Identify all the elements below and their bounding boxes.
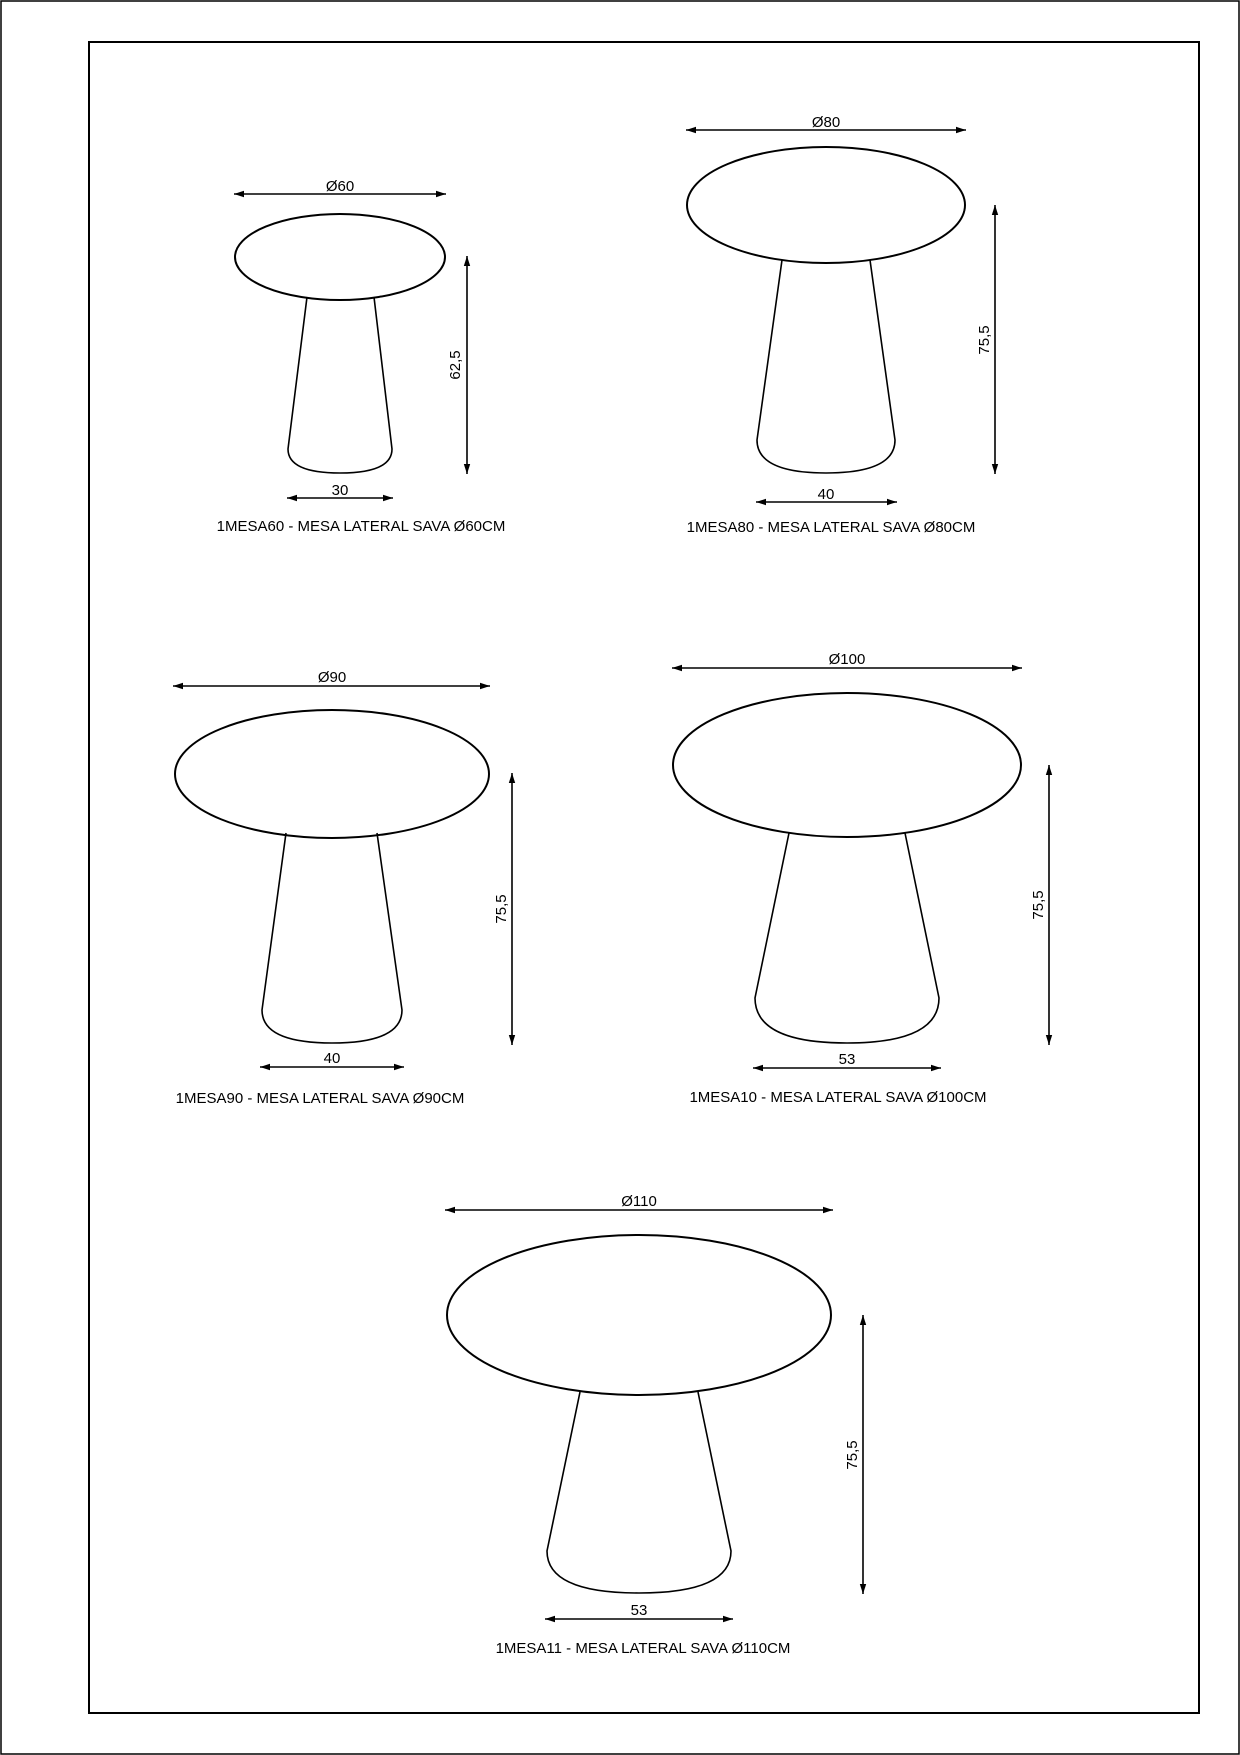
- height-label: 62,5: [447, 350, 464, 380]
- table-drawing-1mesa90: [173, 686, 512, 1067]
- height-label: 75,5: [1030, 890, 1047, 920]
- base-label: 40: [323, 1050, 341, 1067]
- table-drawing-1mesa11: [445, 1210, 863, 1619]
- base-label: 53: [838, 1051, 856, 1068]
- table-base: [262, 833, 402, 1043]
- table-caption: 1MESA11 - MESA LATERAL SAVA Ø110CM: [495, 1640, 791, 1657]
- diameter-label: Ø100: [828, 651, 866, 668]
- diameter-label: Ø60: [325, 178, 355, 195]
- diameter-label: Ø90: [317, 669, 347, 686]
- table-base: [757, 260, 895, 473]
- height-label: 75,5: [493, 894, 510, 924]
- diameter-label: Ø110: [621, 1193, 657, 1210]
- base-label: 53: [630, 1602, 648, 1619]
- table-top: [447, 1235, 831, 1395]
- drawing-frame: [89, 42, 1199, 1713]
- outer-border: [1, 1, 1239, 1754]
- table-top: [235, 214, 445, 300]
- height-label: 75,5: [844, 1440, 861, 1470]
- base-label: 40: [817, 486, 835, 503]
- table-top: [673, 693, 1021, 837]
- table-base: [288, 297, 392, 473]
- diameter-label: Ø80: [811, 114, 841, 131]
- table-caption: 1MESA60 - MESA LATERAL SAVA Ø60CM: [216, 518, 506, 535]
- height-label: 75,5: [976, 325, 993, 355]
- table-caption: 1MESA10 - MESA LATERAL SAVA Ø100CM: [689, 1089, 987, 1106]
- table-base: [755, 833, 939, 1043]
- table-drawing-1mesa10: [672, 668, 1049, 1068]
- table-base: [547, 1392, 731, 1593]
- table-caption: 1MESA90 - MESA LATERAL SAVA Ø90CM: [175, 1090, 465, 1107]
- table-drawing-1mesa60: [234, 194, 467, 498]
- table-caption: 1MESA80 - MESA LATERAL SAVA Ø80CM: [686, 519, 976, 536]
- table-top: [687, 147, 965, 263]
- base-label: 30: [331, 482, 349, 499]
- table-drawing-1mesa80: [686, 130, 995, 502]
- table-top: [175, 710, 489, 838]
